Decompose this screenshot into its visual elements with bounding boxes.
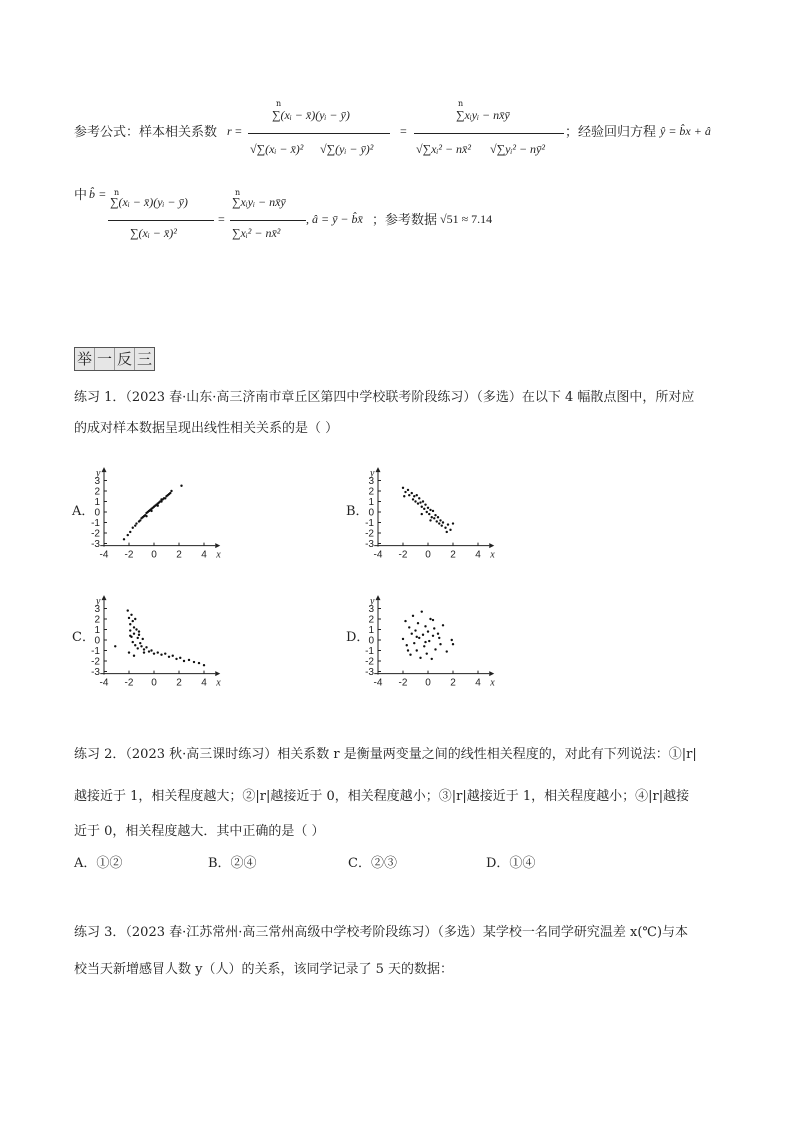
scatter-point	[127, 534, 129, 536]
fraction2-numerator: ∑xᵢyᵢ − nx̄ȳ	[456, 108, 510, 122]
scatter-point	[150, 649, 152, 651]
scatter-point	[137, 637, 139, 639]
y-tick-label: -1	[91, 646, 100, 657]
scatter-point	[432, 635, 434, 637]
scatter-point	[142, 638, 144, 640]
scatter-point	[436, 520, 438, 522]
scatter-point	[446, 650, 448, 652]
formula-middle-text: ；经验回归方程	[565, 125, 657, 140]
y-tick-label: -3	[365, 539, 374, 550]
scatter-point	[429, 519, 431, 521]
scatter-point	[133, 633, 135, 635]
scatter-point	[433, 627, 435, 629]
x-tick-label: -4	[373, 677, 383, 689]
y-axis-label: y	[370, 468, 375, 480]
scatter-point	[172, 655, 174, 657]
scatter-plot-d	[365, 576, 522, 696]
scatter-point	[129, 629, 131, 631]
scatter-point	[198, 662, 200, 664]
y-tick-label: 2	[94, 614, 100, 626]
scatter-point	[424, 625, 426, 627]
y-tick-label: 1	[94, 625, 100, 636]
scatter-point	[414, 500, 416, 502]
scatter-point	[451, 639, 453, 641]
scatter-point	[418, 497, 420, 499]
scatter-point	[170, 490, 172, 492]
y-tick-label: 0	[368, 507, 374, 519]
x-tick-label: 4	[475, 549, 481, 561]
scatter-point	[424, 641, 426, 643]
scatter-point	[140, 645, 142, 647]
q3-stem-line1: 练习 3．（2023 春·江苏常州·高三常州高级中学校考阶段练习）（多选）某学校一名同学研究温差 x(℃)与本	[74, 925, 689, 940]
y-tick-label: -3	[365, 667, 374, 678]
fraction3-denominator: ∑(xᵢ − x̄)²	[130, 226, 177, 240]
scatter-point	[404, 620, 406, 622]
q2-choice-c: C．②③	[348, 856, 397, 871]
y-tick-label: -2	[365, 528, 374, 540]
scatter-point	[424, 503, 426, 505]
x-tick-label: -2	[398, 677, 408, 689]
scatter-point	[412, 498, 414, 500]
formula-r-var: r	[227, 124, 232, 138]
scatter-point	[428, 640, 430, 642]
y-tick-label: -2	[365, 656, 374, 668]
scatter-point	[439, 643, 441, 645]
scatter-point	[446, 531, 448, 533]
scatter-point	[179, 657, 181, 659]
q2-stem-line1: 练习 2．（2023 秋·高三课时练习）相关系数 r 是衡量两变量之间的线性相关程度的，对此有下列说法：①|r|	[74, 747, 697, 762]
scatter-point	[432, 619, 434, 621]
scatter-point	[407, 649, 409, 651]
x-axis-arrow	[215, 543, 220, 548]
scatter-point	[132, 620, 134, 622]
scatter-point	[164, 652, 166, 654]
formula-prefix: 参考公式：样本相关系数	[74, 125, 218, 140]
scatter-point	[416, 494, 418, 496]
scatter-point	[160, 498, 162, 500]
y-tick-label: -3	[91, 667, 100, 678]
scatter-point	[160, 500, 162, 502]
section-title-char: 反	[115, 348, 135, 370]
x-tick-label: 0	[151, 677, 157, 689]
x-axis-label: x	[490, 549, 495, 561]
scatter-point	[169, 492, 171, 494]
reference-data-label: ；参考数据	[372, 213, 438, 228]
scatter-point	[416, 636, 418, 638]
scatter-point	[423, 645, 425, 647]
x-tick-label: 0	[425, 549, 431, 561]
x-axis-arrow	[215, 671, 220, 676]
y-tick-label: 3	[94, 476, 100, 487]
scatter-point	[193, 661, 195, 663]
y-tick-label: -1	[365, 518, 374, 529]
scatter-point	[416, 649, 418, 651]
scatter-point	[164, 497, 166, 499]
scatter-point	[133, 655, 135, 657]
scatter-point	[431, 516, 433, 518]
y-axis-arrow	[376, 467, 381, 472]
scatter-point	[428, 513, 430, 515]
x-axis-arrow	[489, 543, 494, 548]
scatter-point	[148, 650, 150, 652]
scatter-point	[150, 510, 152, 512]
scatter-svg	[365, 576, 522, 696]
scatter-point	[160, 654, 162, 656]
scatter-point	[139, 519, 141, 521]
scatter-point	[434, 514, 436, 516]
q1-stem-line2: 的成对样本数据呈现出线性相关关系的是（ ）	[74, 421, 339, 436]
fraction4-denominator: ∑xᵢ² − nx̄²	[232, 226, 281, 240]
formula-eq-2: =	[400, 124, 407, 138]
scatter-point	[421, 506, 423, 508]
sum-top-1: n	[276, 99, 282, 108]
scatter-point	[408, 626, 410, 628]
section-title-char: 举	[75, 348, 95, 370]
fraction2-line	[414, 133, 564, 134]
scatter-point	[180, 485, 182, 487]
y-tick-label: 2	[94, 486, 100, 498]
y-tick-label: 0	[368, 635, 374, 647]
scatter-point	[402, 487, 404, 489]
y-tick-label: 3	[368, 604, 374, 615]
scatter-plot-a	[91, 448, 248, 568]
scatter-point	[444, 527, 446, 529]
scatter-point	[129, 531, 131, 533]
fraction1-denominator-a: √∑(xᵢ − x̄)²	[250, 142, 304, 156]
q2-choice-d: D．①④	[486, 856, 536, 871]
scatter-point	[422, 634, 424, 636]
y-tick-label: -2	[91, 528, 100, 540]
fraction2-denominator-b: √∑yᵢ² − nȳ²	[490, 142, 545, 156]
sum-top-3: n	[114, 188, 120, 197]
scatter-point	[438, 522, 440, 524]
x-tick-label: -2	[124, 677, 134, 689]
x-axis-arrow	[489, 671, 494, 676]
y-axis-label: y	[96, 468, 101, 480]
scatter-point	[145, 515, 147, 517]
b-hat-symbol: b̂	[89, 187, 95, 201]
x-tick-label: 2	[450, 549, 456, 561]
scatter-point	[434, 648, 436, 650]
scatter-point	[408, 494, 410, 496]
scatter-point	[114, 645, 116, 647]
scatter-point	[135, 628, 137, 630]
scatter-point	[437, 516, 439, 518]
scatter-point	[143, 648, 145, 650]
scatter-point	[130, 614, 132, 616]
scatter-point	[442, 624, 444, 626]
x-tick-label: 4	[475, 677, 481, 689]
scatter-point	[431, 658, 433, 660]
scatter-point	[413, 642, 415, 644]
x-tick-label: 4	[201, 549, 207, 561]
y-tick-label: 2	[368, 486, 374, 498]
y-tick-label: 1	[368, 625, 374, 636]
scatter-point	[438, 637, 440, 639]
scatter-point	[188, 659, 190, 661]
scatter-point	[138, 630, 140, 632]
x-tick-label: -4	[373, 549, 383, 561]
scatter-point	[175, 658, 177, 660]
scatter-point	[134, 644, 136, 646]
scatter-point	[168, 656, 170, 658]
scatter-point	[407, 489, 409, 491]
scatter-point	[422, 500, 424, 502]
x-axis-label: x	[216, 677, 221, 689]
scatter-plot-c	[91, 576, 248, 696]
y-axis-label: y	[370, 596, 375, 608]
y-axis-arrow	[102, 595, 107, 600]
scatter-point	[128, 617, 130, 619]
scatter-point	[128, 651, 130, 653]
scatter-point	[419, 657, 421, 659]
scatter-point	[419, 501, 421, 503]
x-axis-label: x	[216, 549, 221, 561]
q1-stem-line1: 练习 1．（2023 春·山东·高三济南市章丘区第四中学校联考阶段练习）（多选）在以下 4 幅散点图中，所对应	[74, 390, 695, 405]
q2-stem-line3: 近于 0，相关程度越大．其中正确的是（ ）	[74, 824, 325, 839]
scatter-point	[429, 618, 431, 620]
scatter-point	[409, 654, 411, 656]
scatter-point	[157, 505, 159, 507]
q1-option-a-label: A．	[72, 504, 95, 519]
x-tick-label: 4	[201, 677, 207, 689]
a-hat-equation: , â = ȳ − b̂x̄	[306, 212, 363, 226]
x-tick-label: 2	[176, 677, 182, 689]
scatter-point	[129, 623, 131, 625]
y-tick-label: -1	[91, 518, 100, 529]
y-tick-label: 0	[94, 635, 100, 647]
scatter-point	[426, 652, 428, 654]
fraction1-denominator-b: √∑(yᵢ − ȳ)²	[320, 142, 374, 156]
scatter-point	[432, 510, 434, 512]
q1-option-c-label: C．	[72, 630, 95, 645]
scatter-point	[157, 651, 159, 653]
scatter-point	[413, 495, 415, 497]
sum-top-2: n	[458, 99, 464, 108]
scatter-point	[411, 492, 413, 494]
scatter-point	[421, 513, 423, 515]
scatter-point	[449, 529, 451, 531]
scatter-point	[439, 519, 441, 521]
fraction3-numerator: ∑(xᵢ − x̄)(yᵢ − ȳ)	[110, 195, 188, 209]
q2-choice-a: A．①②	[74, 856, 123, 871]
y-tick-label: 0	[94, 507, 100, 519]
q2-choice-b: B．②④	[208, 856, 257, 871]
formula-eq-4: =	[218, 212, 225, 226]
scatter-point	[452, 643, 454, 645]
scatter-point	[133, 626, 135, 628]
formula-eq-1: =	[235, 124, 242, 138]
fraction4-line	[230, 220, 306, 221]
scatter-point	[138, 634, 140, 636]
fraction1-numerator: ∑(xᵢ − x̄)(yᵢ − ȳ)	[272, 108, 350, 122]
scatter-svg	[91, 576, 248, 696]
scatter-point	[145, 646, 147, 648]
scatter-point	[132, 527, 134, 529]
scatter-svg	[365, 448, 522, 568]
scatter-point	[406, 644, 408, 646]
fraction3-line	[108, 220, 214, 221]
formula-line2-prefix: 中	[74, 188, 88, 203]
x-tick-label: 2	[176, 549, 182, 561]
scatter-point	[433, 517, 435, 519]
y-axis-arrow	[376, 595, 381, 600]
scatter-point	[417, 622, 419, 624]
scatter-point	[417, 502, 419, 504]
scatter-point	[427, 507, 429, 509]
scatter-point	[153, 652, 155, 654]
scatter-point	[134, 618, 136, 620]
scatter-point	[139, 642, 141, 644]
x-tick-label: 0	[151, 549, 157, 561]
scatter-point	[447, 523, 449, 525]
fraction1-line	[248, 133, 390, 134]
y-axis-label: y	[96, 596, 101, 608]
scatter-point	[135, 522, 137, 524]
scatter-point	[183, 660, 185, 662]
scatter-point	[414, 629, 416, 631]
reference-data-value: √51 ≈ 7.14	[440, 212, 493, 226]
scatter-point	[129, 635, 131, 637]
y-tick-label: 1	[368, 497, 374, 508]
section-title-char: 一	[95, 348, 115, 370]
scatter-plot-b	[365, 448, 522, 568]
q1-option-b-label: B．	[346, 504, 369, 519]
scatter-point	[421, 610, 423, 612]
scatter-point	[429, 509, 431, 511]
scatter-point	[143, 651, 145, 653]
y-tick-label: -2	[91, 656, 100, 668]
x-axis-label: x	[490, 677, 495, 689]
scatter-point	[203, 664, 205, 666]
y-tick-label: 3	[368, 476, 374, 487]
y-tick-label: -1	[365, 646, 374, 657]
scatter-point	[412, 615, 414, 617]
y-tick-label: -3	[91, 539, 100, 550]
scatter-point	[452, 522, 454, 524]
y-axis-arrow	[102, 467, 107, 472]
scatter-point	[404, 491, 406, 493]
section-title	[74, 347, 155, 371]
x-tick-label: 0	[425, 677, 431, 689]
scatter-point	[403, 495, 405, 497]
x-tick-label: -4	[99, 549, 109, 561]
sum-top-4: n	[235, 188, 241, 197]
scatter-point	[442, 521, 444, 523]
x-tick-label: -2	[124, 549, 134, 561]
x-tick-label: -2	[398, 549, 408, 561]
q2-stem-line2: 越接近于 1，相关程度越大；②|r|越接近于 0，相关程度越小；③|r|越接近于 1，相关程度越小；④|r|越接	[74, 789, 690, 804]
scatter-point	[132, 641, 134, 643]
fraction2-denominator-a: √∑xᵢ² − nx̄²	[416, 142, 471, 156]
scatter-svg	[91, 448, 248, 568]
regression-equation: ŷ = b̂x + â	[660, 124, 711, 138]
section-title-char: 三	[136, 350, 152, 368]
scatter-point	[127, 609, 129, 611]
x-tick-label: -4	[99, 677, 109, 689]
y-tick-label: 1	[94, 497, 100, 508]
scatter-point	[418, 637, 420, 639]
scatter-point	[137, 647, 139, 649]
y-tick-label: 2	[368, 614, 374, 626]
scatter-point	[123, 538, 125, 540]
scatter-point	[423, 508, 425, 510]
fraction4-numerator: ∑xᵢyᵢ − nx̄ȳ	[232, 195, 286, 209]
scatter-point	[437, 633, 439, 635]
scatter-point	[427, 630, 429, 632]
y-tick-label: 3	[94, 604, 100, 615]
formula-eq-3: =	[99, 187, 106, 201]
scatter-point	[426, 511, 428, 513]
scatter-point	[402, 638, 404, 640]
x-tick-label: 2	[450, 677, 456, 689]
q1-option-d-label: D．	[346, 630, 370, 645]
scatter-point	[411, 633, 413, 635]
scatter-point	[441, 524, 443, 526]
scatter-point	[134, 524, 136, 526]
q3-stem-line2: 校当天新增感冒人数 y（人）的关系，该同学记录了 5 天的数据：	[74, 962, 454, 977]
